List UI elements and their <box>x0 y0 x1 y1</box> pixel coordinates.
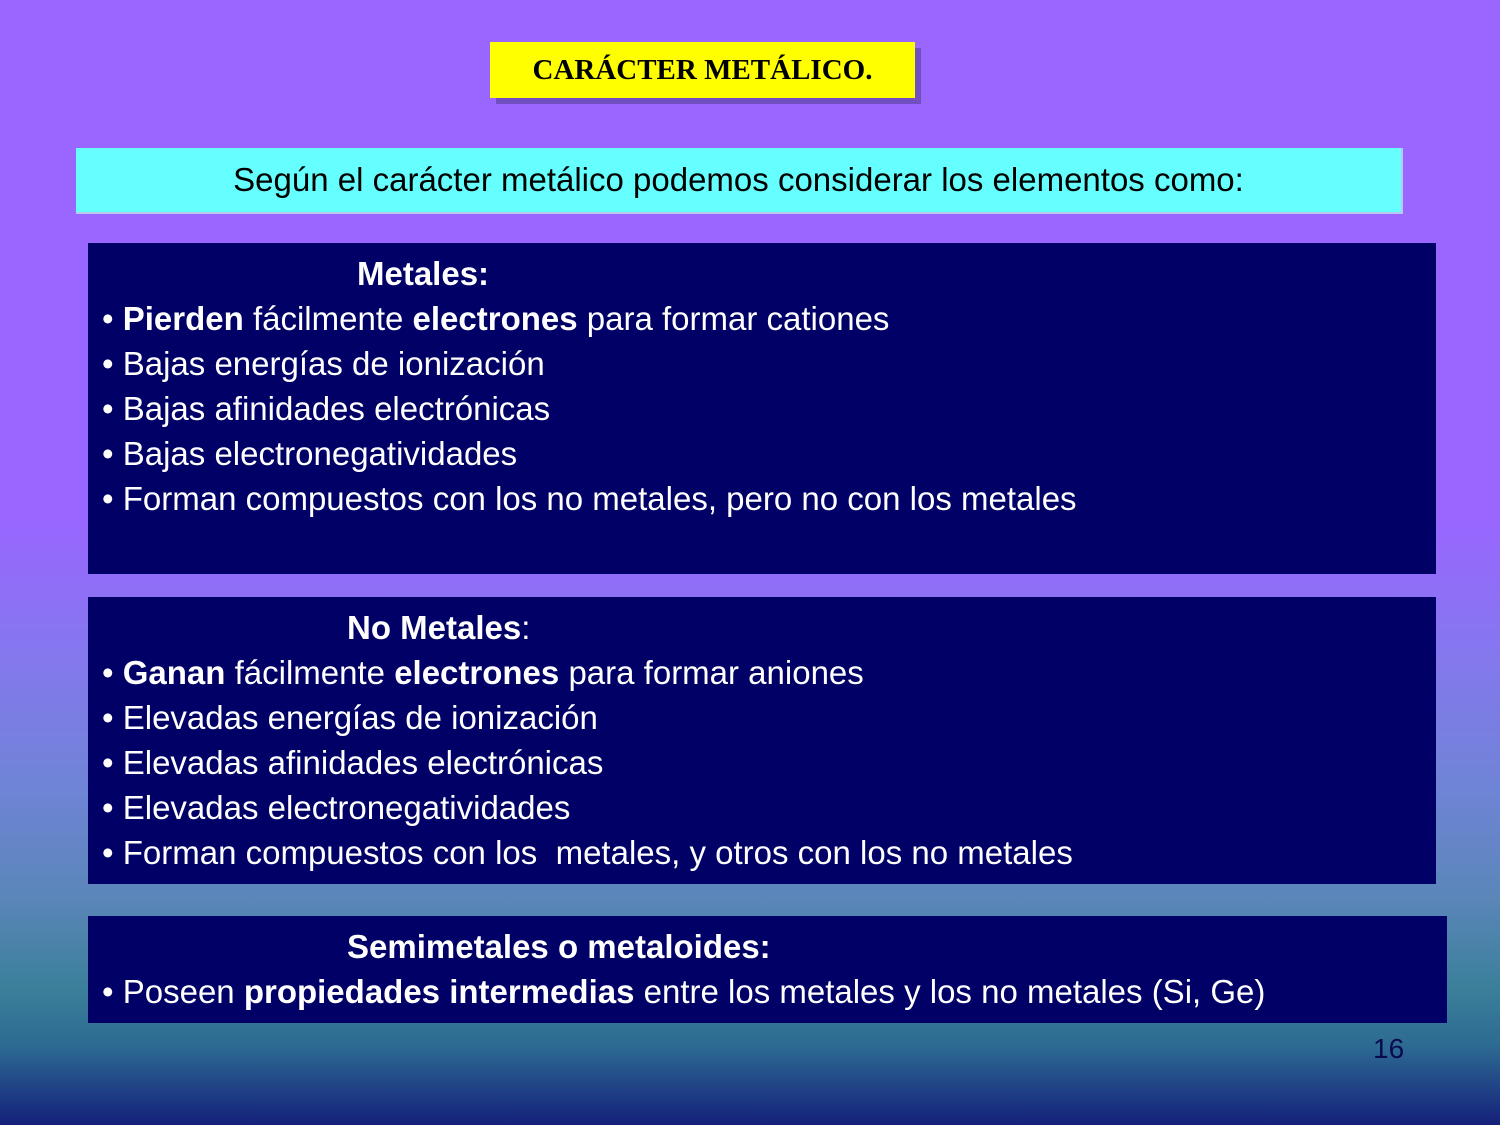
item-text: Elevadas energías de ionización <box>122 699 598 736</box>
no-metales-item <box>102 830 1436 875</box>
bold-text: electrones <box>412 300 578 337</box>
slide-title-box <box>490 42 915 98</box>
intro-box <box>76 148 1403 214</box>
heading-text: No Metales <box>347 609 522 646</box>
metales-heading: Metales: <box>357 255 490 292</box>
bold-text: Ganan <box>122 654 226 691</box>
semimetales-item <box>102 969 1447 1014</box>
item-text: fácilmente <box>225 654 395 691</box>
item-text: para formar cationes <box>577 300 890 337</box>
intro-text: Según el carácter metálico podemos considerar los elementos como: <box>233 161 1244 198</box>
bullet: • <box>102 435 114 472</box>
no-metales-item <box>102 785 1436 830</box>
bullet: • <box>102 480 114 517</box>
bullet: • <box>102 654 114 691</box>
item-text: para formar aniones <box>559 654 864 691</box>
bold-text: Pierden <box>122 300 244 337</box>
item-text: Elevadas electronegatividades <box>122 789 571 826</box>
metales-item <box>102 431 1436 476</box>
bullet: • <box>102 834 114 871</box>
bullet: • <box>102 744 114 781</box>
no-metales-item <box>102 650 1436 695</box>
no-metales-panel <box>88 597 1436 884</box>
slide-title: CARÁCTER METÁLICO. <box>532 53 873 86</box>
no-metales-item <box>102 695 1436 740</box>
no-metales-item <box>102 740 1436 785</box>
item-text: Elevadas afinidades electrónicas <box>122 744 604 781</box>
item-text: Poseen <box>122 973 244 1010</box>
item-text: Forman compuestos con los no metales, pero no con los metales <box>122 480 1077 517</box>
metales-item <box>102 476 1436 521</box>
metales-panel <box>88 243 1436 574</box>
item-text: entre los metales y los no metales (Si, Ge) <box>634 973 1266 1010</box>
bullet: • <box>102 699 114 736</box>
metales-item <box>102 341 1436 386</box>
bullet: • <box>102 973 114 1010</box>
bullet: • <box>102 789 114 826</box>
item-text: Bajas electronegatividades <box>122 435 518 472</box>
item-text: Forman compuestos con los metales, y otros con los no metales <box>122 834 1073 871</box>
page-number: 16 <box>1373 1033 1405 1064</box>
metales-item <box>102 296 1436 341</box>
item-text: Bajas afinidades electrónicas <box>122 390 551 427</box>
item-text: Bajas energías de ionización <box>122 345 545 382</box>
heading-colon: : <box>521 609 531 646</box>
bold-text: propiedades intermedias <box>243 973 635 1010</box>
metales-item <box>102 386 1436 431</box>
bullet: • <box>102 300 114 337</box>
bullet: • <box>102 345 114 382</box>
bullet: • <box>102 390 114 427</box>
semimetales-heading: Semimetales o metaloides: <box>347 928 771 965</box>
semimetales-panel <box>88 916 1447 1023</box>
bold-text: electrones <box>394 654 560 691</box>
no-metales-heading <box>192 605 1436 650</box>
item-text: fácilmente <box>243 300 413 337</box>
